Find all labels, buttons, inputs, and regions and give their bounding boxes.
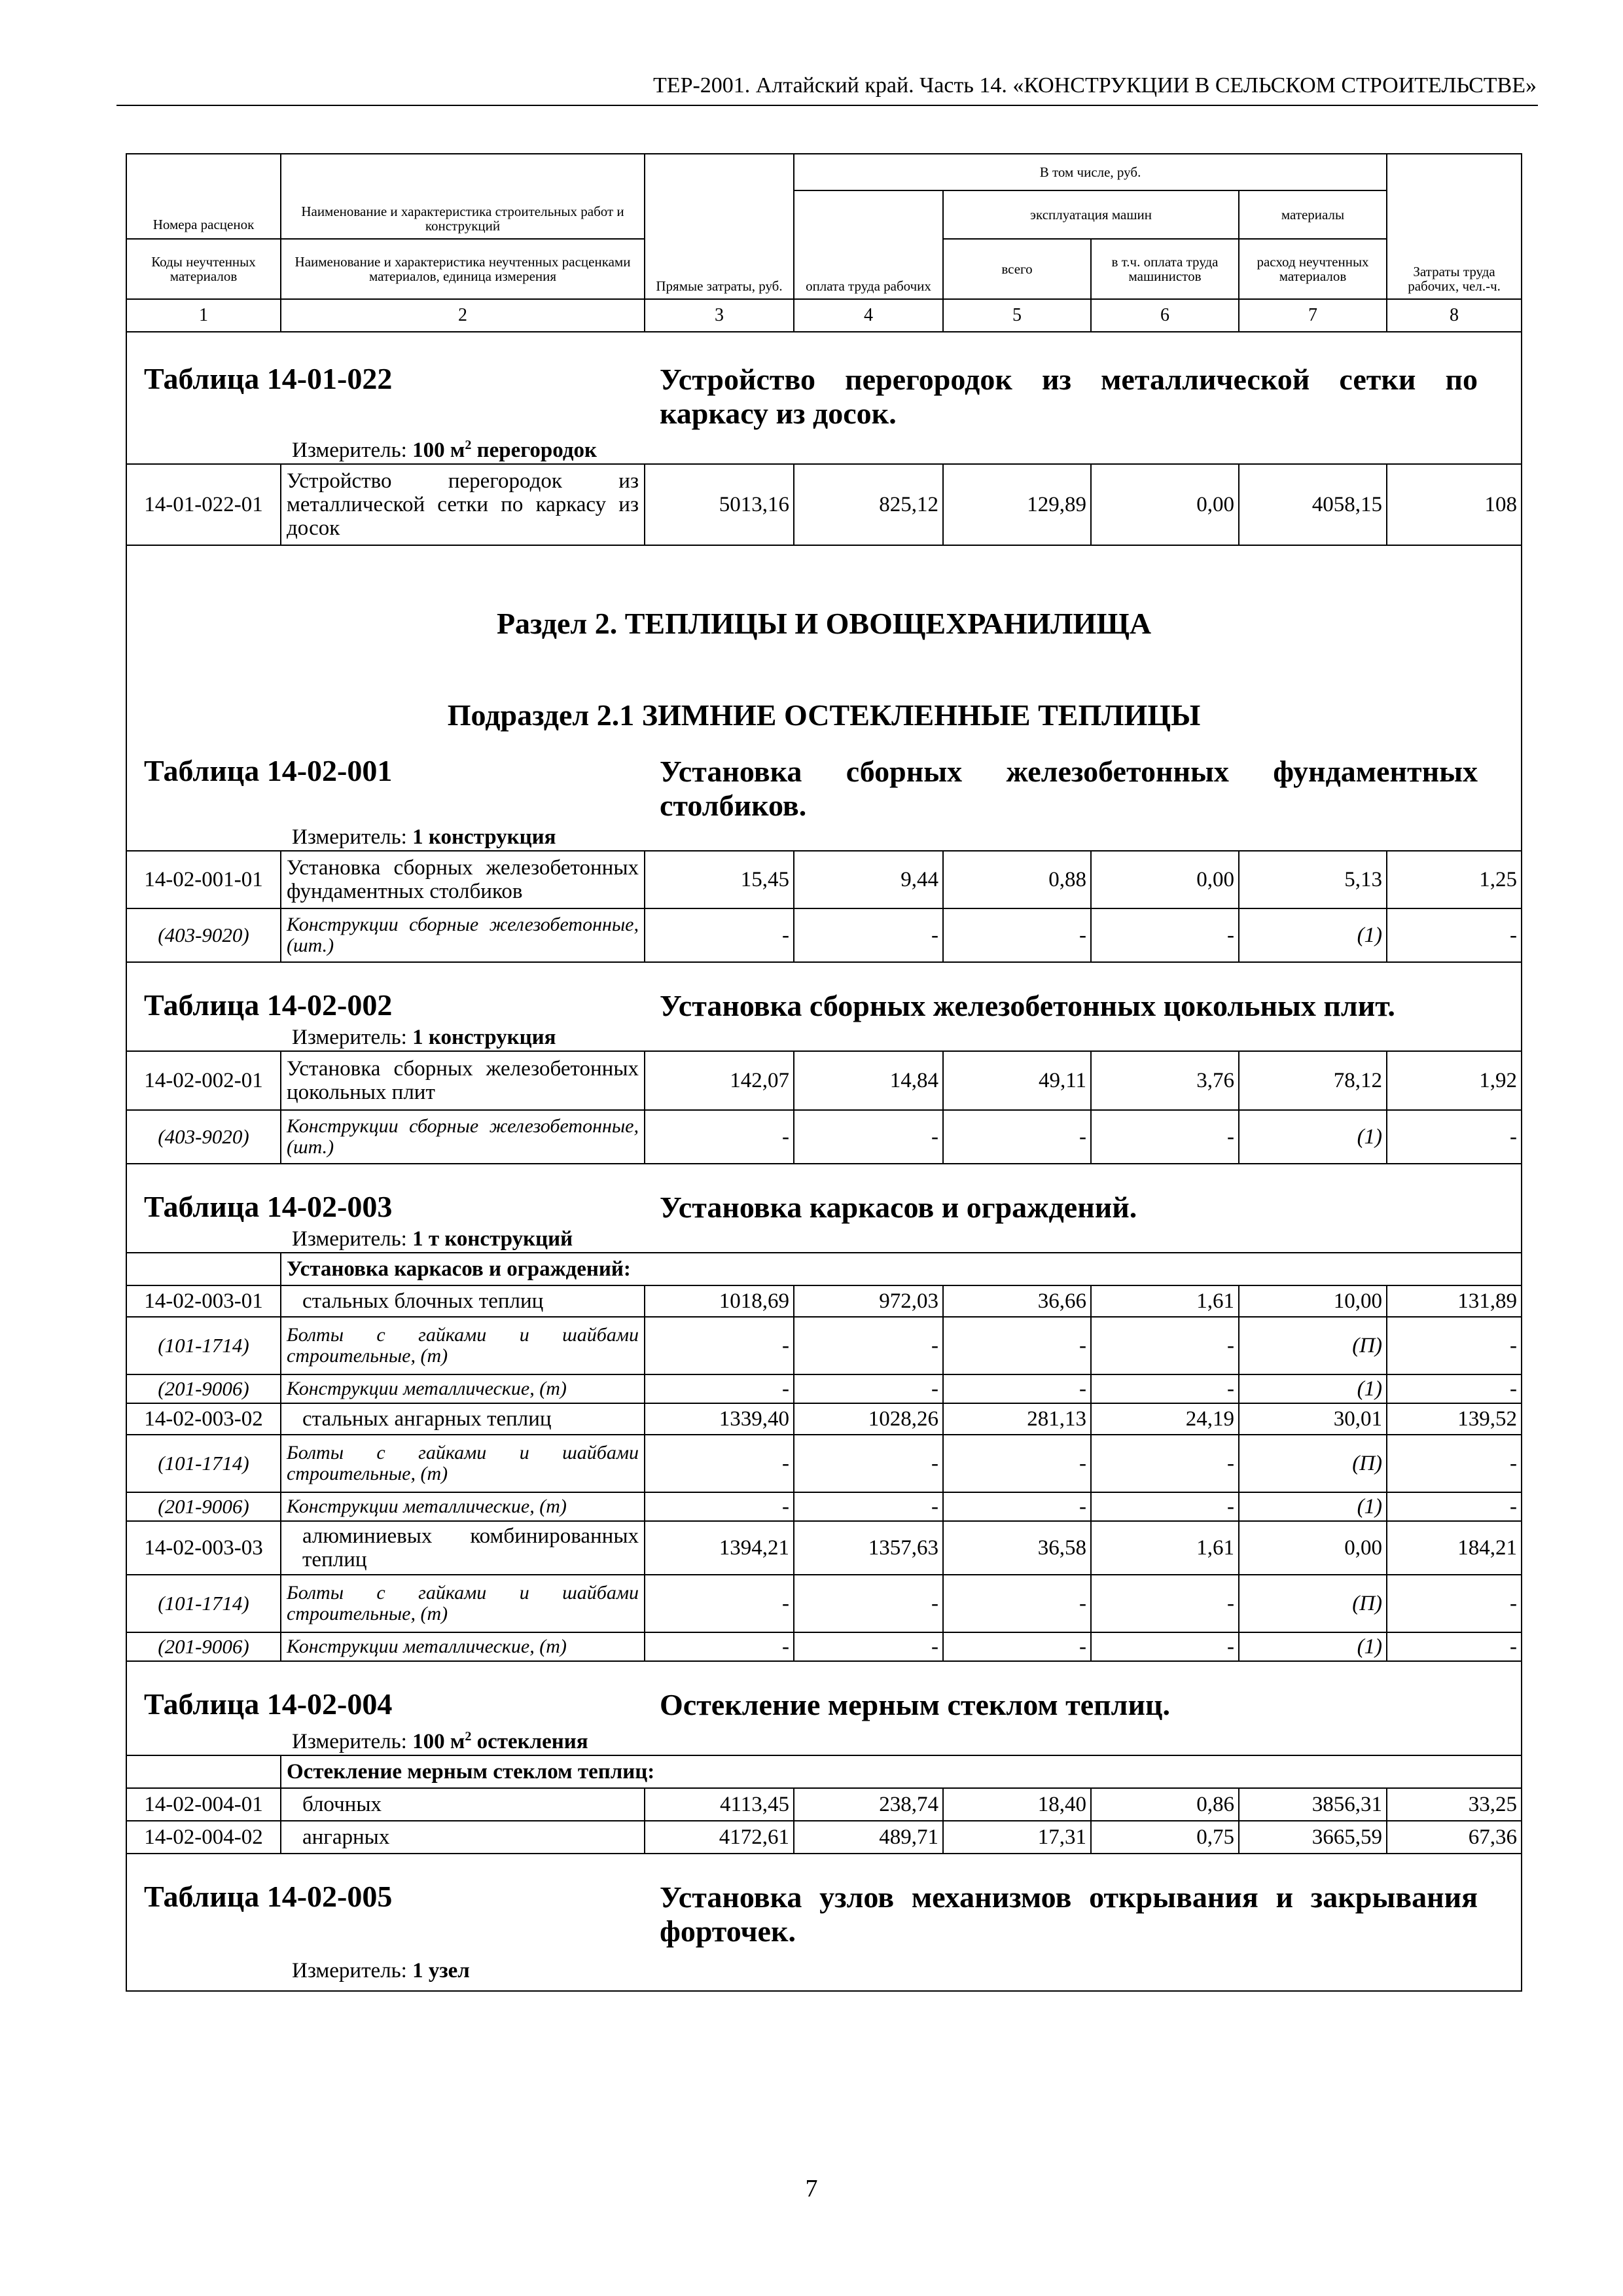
material-name: Болты с гайками и шайбами строительные, (т) [281, 1317, 645, 1374]
direct-cost: - [645, 1632, 794, 1661]
work-name: Установка сборных железобетонных фундаментных столбиков [281, 851, 645, 908]
measure-unit: Измеритель: 100 $м^2$ остекления [292, 1729, 588, 1753]
table-row [126, 1051, 1522, 1110]
materials: 10,00 [1239, 1285, 1387, 1317]
direct-cost: 1018,69 [645, 1285, 794, 1317]
head-col6: в т.ч. оплата труда машинистов [1091, 239, 1239, 299]
labor-hours: - [1387, 1110, 1522, 1164]
rate-code: 14-01-022-01 [126, 464, 281, 545]
empty-cell [126, 1253, 281, 1285]
table-heading [126, 1661, 1522, 1755]
labor-hours: 1,25 [1387, 851, 1522, 908]
direct-cost: - [645, 1575, 794, 1632]
running-header: ТЕР-2001. Алтайский край. Часть 14. «КОНСТРУКЦИИ В СЕЛЬСКОМ СТРОИТЕЛЬСТВЕ» [653, 73, 1537, 98]
material-code: (101-1714) [126, 1317, 281, 1374]
labor-hours: - [1387, 908, 1522, 962]
table-number: Таблица 14-01-022 [144, 362, 393, 395]
machines-total: - [943, 1374, 1091, 1403]
machines-total: 36,66 [943, 1285, 1091, 1317]
direct-cost: 1394,21 [645, 1521, 794, 1575]
table-title: Установка сборных железобетонных цокольных плит. [660, 989, 1395, 1022]
table-heading [126, 1854, 1522, 1991]
measure-unit: Измеритель: 100 $м^2$ перегородок [292, 438, 597, 462]
col-number: 2 [281, 299, 645, 332]
machines-total: - [943, 1317, 1091, 1374]
machinist-pay: - [1091, 1110, 1239, 1164]
col-number: 5 [943, 299, 1091, 332]
machinist-pay: 3,76 [1091, 1051, 1239, 1110]
machinist-pay: - [1091, 1575, 1239, 1632]
table-row [126, 1285, 1522, 1317]
work-name: ангарных [281, 1821, 645, 1854]
materials: 3856,31 [1239, 1788, 1387, 1821]
labor-hours: - [1387, 1317, 1522, 1374]
machinist-pay: 0,86 [1091, 1788, 1239, 1821]
machines-total: 17,31 [943, 1821, 1091, 1854]
labor-hours: - [1387, 1374, 1522, 1403]
machinist-pay: 1,61 [1091, 1285, 1239, 1317]
labor-pay: 9,44 [794, 851, 943, 908]
table-number: Таблица 14-02-001 [144, 754, 393, 787]
measure-unit: Измеритель: 1 узел [292, 1959, 470, 1982]
material-row [126, 1110, 1522, 1164]
labor-pay: 238,74 [794, 1788, 943, 1821]
materials: (П) [1239, 1317, 1387, 1374]
machinist-pay: 0,00 [1091, 464, 1239, 545]
rate-code: 14-02-003-02 [126, 1403, 281, 1435]
material-name: Конструкции металлические, (т) [281, 1632, 645, 1661]
machinist-pay: 24,19 [1091, 1403, 1239, 1435]
work-name: стальных блочных теплиц [281, 1285, 645, 1317]
labor-hours: 33,25 [1387, 1788, 1522, 1821]
machinist-pay: - [1091, 1492, 1239, 1521]
material-code: (101-1714) [126, 1575, 281, 1632]
page-number: 7 [805, 2175, 818, 2202]
labor-pay: - [794, 1110, 943, 1164]
labor-pay: - [794, 1374, 943, 1403]
rate-code: 14-02-002-01 [126, 1051, 281, 1110]
head-col4: оплата труда рабочих [794, 190, 943, 299]
labor-hours: - [1387, 1632, 1522, 1661]
machinist-pay: - [1091, 1374, 1239, 1403]
direct-cost: - [645, 908, 794, 962]
direct-cost: - [645, 1317, 794, 1374]
material-name: Конструкции сборные железобетонные, (шт.) [281, 1110, 645, 1164]
direct-cost: - [645, 1110, 794, 1164]
material-row [126, 1374, 1522, 1403]
direct-cost: 15,45 [645, 851, 794, 908]
measure-unit: Измеритель: 1 т конструкций [292, 1227, 573, 1251]
table-title: Устройство перегородок из металлической сетки по каркасу из досок. [660, 363, 1478, 430]
head-col2-top: Наименование и характеристика строительных работ и конструкций [281, 154, 645, 239]
head-incl: В том числе, руб. [794, 154, 1387, 190]
table-row [126, 464, 1522, 545]
material-name: Болты с гайками и шайбами строительные, (т) [281, 1435, 645, 1492]
direct-cost: 4172,61 [645, 1821, 794, 1854]
col-number: 4 [794, 299, 943, 332]
material-row [126, 908, 1522, 962]
head-col2-bottom: Наименование и характеристика неучтенных расценками материалов, единица измерения [281, 239, 645, 299]
materials: 5,13 [1239, 851, 1387, 908]
subsection-title: Подраздел 2.1 ЗИМНИЕ ОСТЕКЛЕННЫЕ ТЕПЛИЦЫ [126, 643, 1522, 735]
labor-hours: - [1387, 1575, 1522, 1632]
machines-total: 18,40 [943, 1788, 1091, 1821]
machines-total: 129,89 [943, 464, 1091, 545]
price-table [126, 153, 1522, 1992]
labor-pay: 489,71 [794, 1821, 943, 1854]
material-name: Конструкции сборные железобетонные, (шт.) [281, 908, 645, 962]
table-row [126, 1521, 1522, 1575]
labor-pay: - [794, 1575, 943, 1632]
direct-cost: 142,07 [645, 1051, 794, 1110]
machines-total: 281,13 [943, 1403, 1091, 1435]
rate-code: 14-02-003-01 [126, 1285, 281, 1317]
machines-total: - [943, 1575, 1091, 1632]
work-name: блочных [281, 1788, 645, 1821]
labor-hours: - [1387, 1492, 1522, 1521]
col-number: 1 [126, 299, 281, 332]
machines-total: - [943, 1492, 1091, 1521]
head-materials: материалы [1239, 190, 1387, 239]
table-row [126, 1788, 1522, 1821]
labor-hours: 184,21 [1387, 1521, 1522, 1575]
materials: 30,01 [1239, 1403, 1387, 1435]
table-number: Таблица 14-02-003 [144, 1190, 393, 1223]
table-heading [126, 332, 1522, 464]
rate-code: 14-02-004-01 [126, 1788, 281, 1821]
table-heading [126, 735, 1522, 851]
table-number: Таблица 14-02-002 [144, 988, 393, 1022]
material-name: Конструкции металлические, (т) [281, 1492, 645, 1521]
subheading: Установка каркасов и ограждений: [281, 1253, 1522, 1285]
materials: 0,00 [1239, 1521, 1387, 1575]
subheading: Остекление мерным стеклом теплиц: [281, 1755, 1522, 1788]
col-number: 7 [1239, 299, 1387, 332]
labor-hours: 67,36 [1387, 1821, 1522, 1854]
measure-unit: Измеритель: 1 конструкция [292, 1026, 556, 1049]
labor-pay: - [794, 908, 943, 962]
materials: (1) [1239, 1492, 1387, 1521]
head-col8: Затраты труда рабочих, чел.-ч. [1387, 154, 1522, 299]
labor-pay: 1357,63 [794, 1521, 943, 1575]
labor-pay: 972,03 [794, 1285, 943, 1317]
materials: (1) [1239, 1632, 1387, 1661]
material-code: (201-9006) [126, 1492, 281, 1521]
machinist-pay: 0,75 [1091, 1821, 1239, 1854]
machinist-pay: 1,61 [1091, 1521, 1239, 1575]
measure-unit: Измеритель: 1 конструкция [292, 825, 556, 849]
direct-cost: 4113,45 [645, 1788, 794, 1821]
material-name: Болты с гайками и шайбами строительные, (т) [281, 1575, 645, 1632]
table-title: Установка узлов механизмов открывания и закрывания форточек. [660, 1880, 1478, 1948]
col-number: 6 [1091, 299, 1239, 332]
direct-cost: 1339,40 [645, 1403, 794, 1435]
labor-hours: 131,89 [1387, 1285, 1522, 1317]
materials: (1) [1239, 1374, 1387, 1403]
machines-total: 36,58 [943, 1521, 1091, 1575]
labor-hours: 139,52 [1387, 1403, 1522, 1435]
machinist-pay: 0,00 [1091, 851, 1239, 908]
head-col1-top: Номера расценок [126, 154, 281, 239]
material-code: (403-9020) [126, 908, 281, 962]
table-heading [126, 1164, 1522, 1253]
materials: 4058,15 [1239, 464, 1387, 545]
rate-code: 14-02-001-01 [126, 851, 281, 908]
material-code: (101-1714) [126, 1435, 281, 1492]
material-code: (403-9020) [126, 1110, 281, 1164]
direct-cost: 5013,16 [645, 464, 794, 545]
machines-total: - [943, 1632, 1091, 1661]
material-row [126, 1435, 1522, 1492]
labor-pay: - [794, 1435, 943, 1492]
work-name: стальных ангарных теплиц [281, 1403, 645, 1435]
machinist-pay: - [1091, 1317, 1239, 1374]
material-row [126, 1575, 1522, 1632]
labor-pay: 14,84 [794, 1051, 943, 1110]
labor-pay: - [794, 1492, 943, 1521]
rate-code: 14-02-004-02 [126, 1821, 281, 1854]
table-row [126, 1821, 1522, 1854]
material-row [126, 1492, 1522, 1521]
machinist-pay: - [1091, 1632, 1239, 1661]
labor-hours: - [1387, 1435, 1522, 1492]
materials: (П) [1239, 1575, 1387, 1632]
labor-pay: - [794, 1632, 943, 1661]
table-number: Таблица 14-02-005 [144, 1880, 393, 1913]
material-name: Конструкции металлические, (т) [281, 1374, 645, 1403]
labor-pay: 825,12 [794, 464, 943, 545]
table-number: Таблица 14-02-004 [144, 1687, 393, 1721]
table-title: Установка каркасов и ограждений. [660, 1191, 1137, 1224]
labor-pay: - [794, 1317, 943, 1374]
machinist-pay: - [1091, 908, 1239, 962]
materials: (1) [1239, 1110, 1387, 1164]
head-col3: Прямые затраты, руб. [645, 154, 794, 299]
machinist-pay: - [1091, 1435, 1239, 1492]
rate-code: 14-02-003-03 [126, 1521, 281, 1575]
machines-total: - [943, 1435, 1091, 1492]
table-title: Остекление мерным стеклом теплиц. [660, 1688, 1170, 1721]
direct-cost: - [645, 1492, 794, 1521]
direct-cost: - [645, 1435, 794, 1492]
materials: (1) [1239, 908, 1387, 962]
machines-total: 49,11 [943, 1051, 1091, 1110]
direct-cost: - [645, 1374, 794, 1403]
labor-hours: 1,92 [1387, 1051, 1522, 1110]
table-row [126, 851, 1522, 908]
table-row [126, 1403, 1522, 1435]
material-row [126, 1632, 1522, 1661]
material-code: (201-9006) [126, 1374, 281, 1403]
materials: 78,12 [1239, 1051, 1387, 1110]
work-name: алюминиевых комбинированных теплиц [281, 1521, 645, 1575]
material-row [126, 1317, 1522, 1374]
machines-total: - [943, 908, 1091, 962]
machines-total: 0,88 [943, 851, 1091, 908]
head-machines: эксплуатация машин [943, 190, 1239, 239]
table-heading [126, 962, 1522, 1051]
header-rule [116, 105, 1538, 106]
material-code: (201-9006) [126, 1632, 281, 1661]
head-col5: всего [943, 239, 1091, 299]
section-title: Раздел 2. ТЕПЛИЦЫ И ОВОЩЕХРАНИЛИЩА [126, 545, 1522, 643]
work-name: Установка сборных железобетонных цокольных плит [281, 1051, 645, 1110]
table-title: Установка сборных железобетонных фундаментных столбиков. [660, 755, 1478, 822]
col-number: 3 [645, 299, 794, 332]
labor-pay: 1028,26 [794, 1403, 943, 1435]
empty-cell [126, 1755, 281, 1788]
materials: 3665,59 [1239, 1821, 1387, 1854]
col-number: 8 [1387, 299, 1522, 332]
head-col7: расход неучтенных материалов [1239, 239, 1387, 299]
materials: (П) [1239, 1435, 1387, 1492]
head-col1-bottom: Коды неучтенных материалов [126, 239, 281, 299]
machines-total: - [943, 1110, 1091, 1164]
labor-hours: 108 [1387, 464, 1522, 545]
work-name: Устройство перегородок из металлической сетки по каркасу из досок [281, 464, 645, 545]
